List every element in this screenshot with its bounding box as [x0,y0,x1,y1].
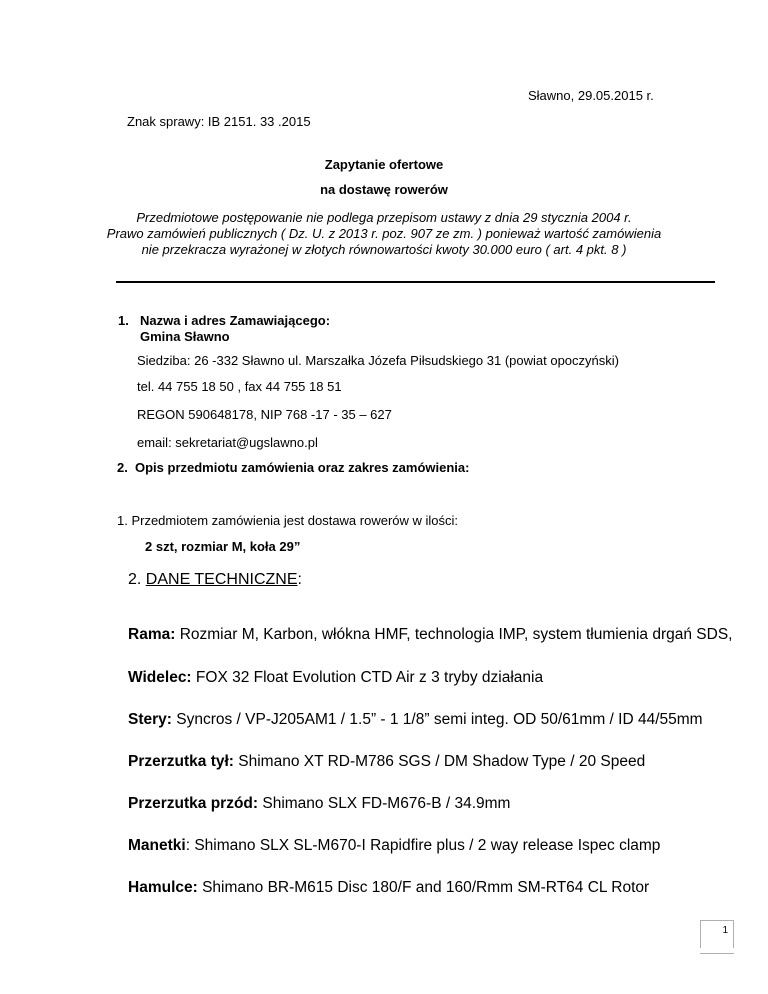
spec-row [128,837,660,855]
spec-label: Stery: [128,711,172,728]
spec-label: Manetki [128,837,186,854]
spec-row [128,879,649,897]
spec-row [128,669,543,687]
intro-line-1: Przedmiotowe postępowanie nie podlega przepisom ustawy z dnia 29 stycznia 2004 r. [136,210,632,225]
section-2-heading: Opis przedmiotu zamówienia oraz zakres zamówienia: [135,460,470,475]
order-item-1: 1. Przedmiotem zamówienia jest dostawa rowerów w ilości: [117,513,459,528]
section-1-number: 1. [118,313,129,328]
spec-value: Shimano XT RD-M786 SGS / DM Shadow Type / 20 Speed [233,753,646,770]
tech-data-colon: : [297,571,302,588]
section-1-heading: Nazwa i adres Zamawiającego: [140,313,331,328]
spec-row [128,753,645,771]
contracting-authority-name: Gmina Sławno [140,329,230,344]
authority-address: Siedziba: 26 -332 Sławno ul. Marszałka Józefa Piłsudskiego 31 (powiat opoczyński) [137,353,619,368]
place-date: Sławno, 29.05.2015 r. [528,88,654,103]
authority-email: email: sekretariat@ugslawno.pl [137,435,318,450]
intro-line-3: nie przekracza wyrażonej w złotych równowartości kwoty 30.000 euro ( art. 4 pkt. 8 ) [141,242,627,257]
authority-ids: REGON 590648178, NIP 768 -17 - 35 – 627 [137,407,392,422]
spec-value: FOX 32 Float Evolution CTD Air z 3 tryby działania [191,669,544,686]
spec-row [128,795,510,813]
document-title: Zapytanie ofertowe [324,157,444,172]
spec-value: Shimano SLX FD-M676-B / 34.9mm [258,795,511,812]
tech-data-heading [128,571,302,589]
spec-label: Rama: [128,626,176,643]
spec-label: Przerzutka przód: [128,795,259,812]
authority-phone: tel. 44 755 18 50 , fax 44 755 18 51 [137,379,342,394]
horizontal-divider [116,281,715,283]
tech-data-title: DANE TECHNICZNE [145,571,298,588]
page-number: 1 [700,920,734,948]
spec-value: Shimano BR-M615 Disc 180/F and 160/Rmm SM-RT64 CL Rotor [197,879,650,896]
tech-data-number: 2. [128,571,146,588]
intro-line-2: Prawo zamówień publicznych ( Dz. U. z 2013 r. poz. 907 ze zm. ) ponieważ wartość zamówienia [106,226,662,241]
spec-label: Hamulce: [128,879,198,896]
spec-row [128,626,732,644]
spec-value: Rozmiar M, Karbon, włókna HMF, technologia IMP, system tłumienia drgań SDS, [175,626,733,643]
spec-label: Widelec: [128,669,192,686]
spec-row [128,711,703,729]
section-2-number: 2. [117,460,128,475]
order-quantity: 2 szt, rozmiar M, koła 29” [145,539,301,554]
spec-label: Przerzutka tył: [128,753,234,770]
spec-value: : Shimano SLX SL-M670-I Rapidfire plus / 2 way release Ispec clamp [185,837,661,854]
spec-value: Syncros / VP-J205AM1 / 1.5” - 1 1/8” semi integ. OD 50/61mm / ID 44/55mm [171,711,703,728]
case-reference: Znak sprawy: IB 2151. 33 .2015 [127,114,311,129]
document-subtitle: na dostawę rowerów [320,182,448,197]
